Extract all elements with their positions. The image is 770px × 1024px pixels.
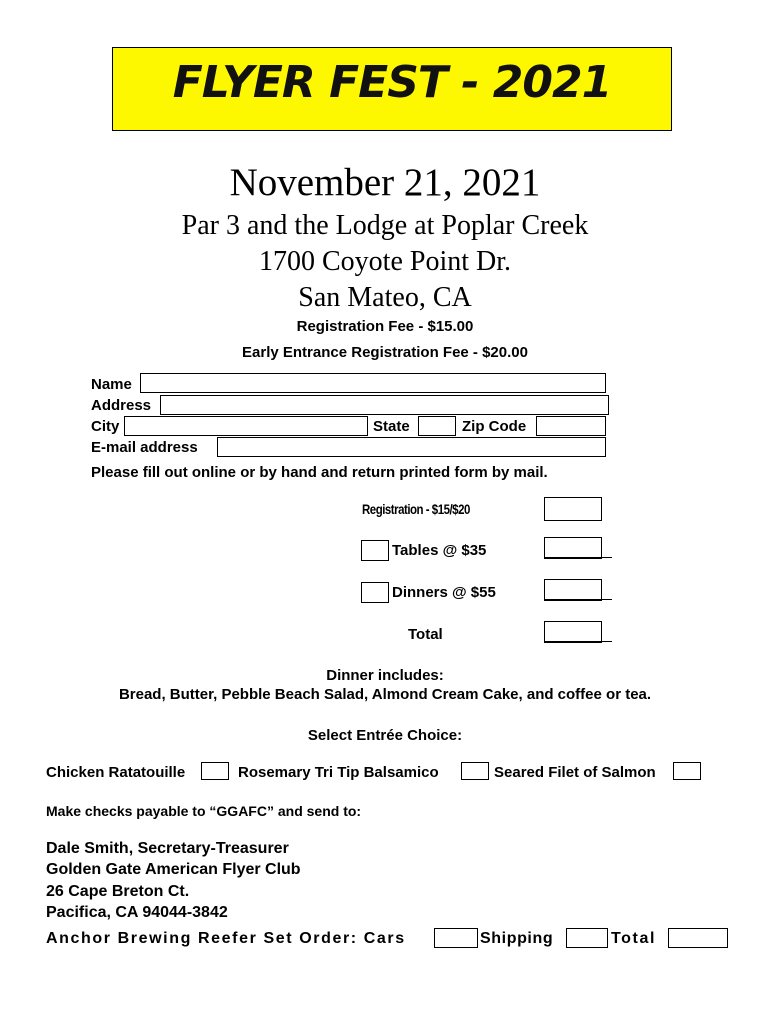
event-date: November 21, 2021 — [229, 161, 541, 204]
tables-amount-field[interactable] — [544, 537, 602, 559]
reefer-cars-field[interactable] — [434, 928, 478, 948]
reefer-total-label: Total — [611, 930, 657, 947]
dinner-heading: Dinner includes: — [326, 667, 444, 684]
event-street: 1700 Coyote Point Dr. — [258, 246, 511, 277]
entree-chicken-checkbox[interactable] — [201, 762, 229, 780]
dinners-quantity-field[interactable] — [361, 582, 389, 603]
entree-tritip-checkbox[interactable] — [461, 762, 489, 780]
dinners-amount-field[interactable] — [544, 579, 602, 601]
address-label: Address — [91, 397, 152, 414]
title-banner — [112, 47, 672, 131]
registration-order-label: Registration - $15/$20 — [362, 501, 470, 517]
total-label: Total — [408, 626, 443, 643]
mail-to-city: Pacifica, CA 94044-3842 — [46, 904, 228, 921]
zip-label: Zip Code — [462, 418, 527, 435]
form-instructions: Please fill out online or by hand and return printed form by mail. — [91, 464, 548, 481]
event-city: San Mateo, CA — [298, 282, 472, 313]
total-amount-field[interactable] — [544, 621, 602, 643]
banner-title: FLYER FEST - 2021 — [172, 57, 612, 108]
entree-tritip-label: Rosemary Tri Tip Balsamico — [238, 764, 439, 781]
total-amount-underline — [544, 641, 612, 642]
dinner-menu: Bread, Butter, Pebble Beach Salad, Almond Cream Cake, and coffee or tea. — [118, 686, 652, 703]
reefer-shipping-label: Shipping — [480, 930, 554, 947]
entree-chicken-label: Chicken Ratatouille — [46, 764, 186, 781]
reefer-total-field[interactable] — [668, 928, 728, 948]
email-label: E-mail address — [91, 439, 198, 456]
mail-to-club: Golden Gate American Flyer Club — [46, 861, 301, 878]
state-label: State — [373, 418, 410, 435]
entree-salmon-checkbox[interactable] — [673, 762, 701, 780]
city-label: City — [91, 418, 120, 435]
mail-to-name: Dale Smith, Secretary-Treasurer — [46, 840, 289, 857]
tables-label: Tables @ $35 — [392, 542, 487, 559]
dinners-amount-underline — [544, 599, 612, 600]
registration-amount-field[interactable] — [544, 497, 602, 521]
name-label: Name — [91, 376, 132, 393]
name-field[interactable] — [140, 373, 606, 393]
reefer-shipping-field[interactable] — [566, 928, 608, 948]
registration-fee: Registration Fee - $15.00 — [296, 318, 474, 335]
address-field[interactable] — [160, 395, 609, 415]
payment-instructions: Make checks payable to “GGAFC” and send to: — [46, 803, 362, 819]
zip-field[interactable] — [536, 416, 606, 436]
email-field[interactable] — [217, 437, 606, 457]
city-field[interactable] — [124, 416, 368, 436]
tables-quantity-field[interactable] — [361, 540, 389, 561]
early-registration-fee: Early Entrance Registration Fee - $20.00 — [242, 344, 528, 361]
entree-heading: Select Entrée Choice: — [307, 727, 463, 744]
event-venue: Par 3 and the Lodge at Poplar Creek — [181, 210, 589, 241]
entree-salmon-label: Seared Filet of Salmon — [494, 764, 656, 781]
reefer-order-label: Anchor Brewing Reefer Set Order: Cars — [46, 930, 406, 947]
state-field[interactable] — [418, 416, 456, 436]
mail-to-street: 26 Cape Breton Ct. — [46, 883, 190, 900]
dinners-label: Dinners @ $55 — [392, 584, 496, 601]
tables-amount-underline — [544, 557, 612, 558]
